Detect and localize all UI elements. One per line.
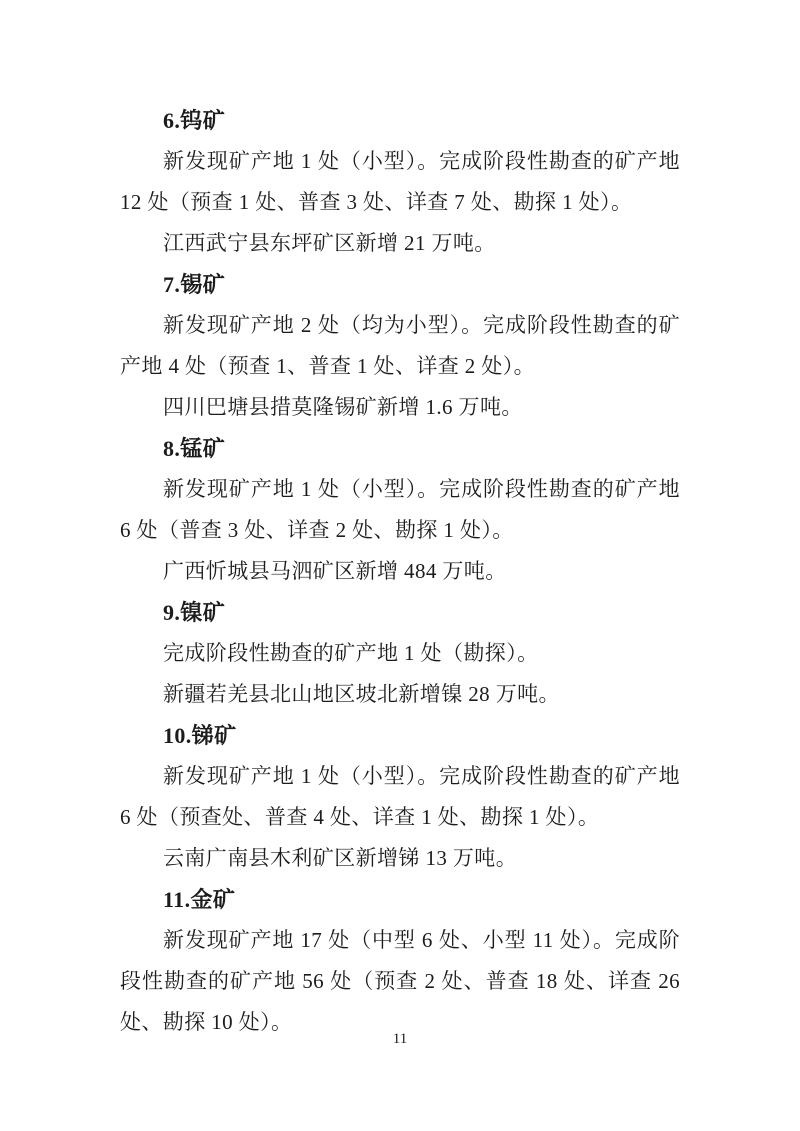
section-heading: 11.金矿 xyxy=(163,887,236,912)
paragraph-line: 广西忻城县马泗矿区新增 484 万吨。 xyxy=(163,559,507,583)
page-number: 11 xyxy=(392,1031,408,1047)
section-tin xyxy=(120,264,680,428)
paragraph-line: 段性勘查的矿产地 56 处（预查 2 处、普查 18 处、详查 26 xyxy=(120,969,680,993)
paragraph-line: 新发现矿产地 1 处（小型）。完成阶段性勘查的矿产地 xyxy=(163,477,680,501)
paragraph-line: 产地 4 处（预查 1、普查 1 处、详查 2 处）。 xyxy=(120,354,536,378)
section-heading: 6.钨矿 xyxy=(163,108,226,133)
paragraph-line: 云南广南县木利矿区新增锑 13 万吨。 xyxy=(163,846,518,870)
paragraph-line: 12 处（预查 1 处、普查 3 处、详查 7 处、勘探 1 处）。 xyxy=(120,190,633,214)
section-manganese xyxy=(120,428,680,592)
document-content xyxy=(120,100,680,1043)
section-nickel xyxy=(120,592,680,715)
paragraph-line: 新发现矿产地 1 处（小型）。完成阶段性勘查的矿产地 xyxy=(163,764,680,788)
section-heading: 10.锑矿 xyxy=(163,723,237,748)
paragraph-line: 新发现矿产地 2 处（均为小型）。完成阶段性勘查的矿 xyxy=(163,313,680,337)
paragraph-line: 处、勘探 10 处）。 xyxy=(120,1010,293,1034)
section-heading: 7.锡矿 xyxy=(163,272,226,297)
section-heading: 9.镍矿 xyxy=(163,600,226,625)
paragraph-line: 新疆若羌县北山地区坡北新增镍 28 万吨。 xyxy=(163,682,560,706)
paragraph-line: 6 处（普查 3 处、详查 2 处、勘探 1 处）。 xyxy=(120,518,514,542)
paragraph-line: 6 处（预查处、普查 4 处、详查 1 处、勘探 1 处）。 xyxy=(120,805,600,829)
section-gold xyxy=(120,879,680,1043)
page-footer xyxy=(0,1028,800,1050)
section-antimony xyxy=(120,715,680,879)
section-heading: 8.锰矿 xyxy=(163,436,226,461)
paragraph-line: 新发现矿产地 17 处（中型 6 处、小型 11 处）。完成阶 xyxy=(163,928,680,952)
paragraph-line: 四川巴塘县措莫隆锡矿新增 1.6 万吨。 xyxy=(163,395,523,419)
paragraph-line: 完成阶段性勘查的矿产地 1 处（勘探）。 xyxy=(163,641,539,665)
paragraph-line: 新发现矿产地 1 处（小型）。完成阶段性勘查的矿产地 xyxy=(163,149,680,173)
section-tungsten xyxy=(120,100,680,264)
paragraph-line: 江西武宁县东坪矿区新增 21 万吨。 xyxy=(163,231,496,255)
